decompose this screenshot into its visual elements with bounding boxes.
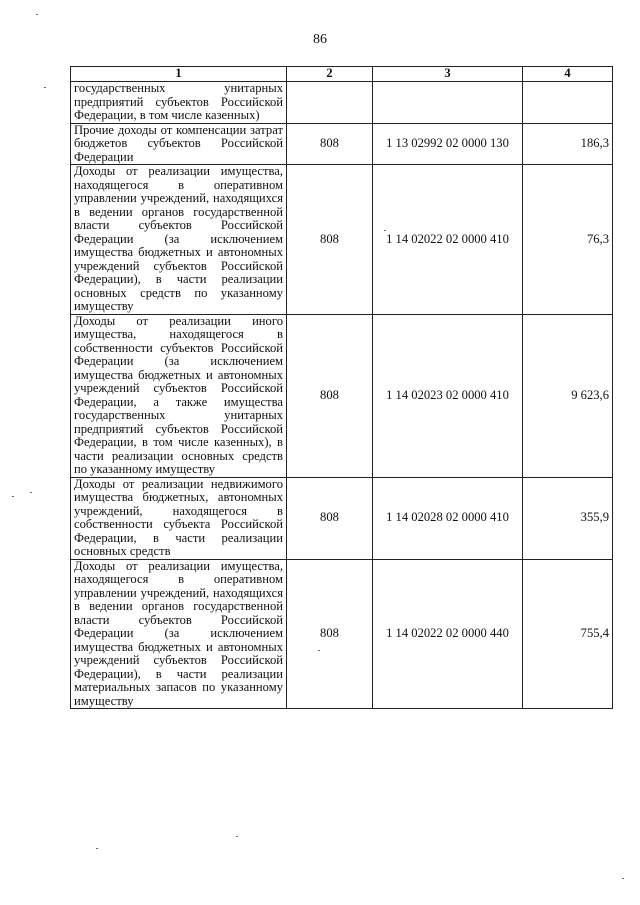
row-description: Доходы от реализации имущества, находящегося в оперативном управлении учреждений, находящихся в ведении органов государственной власти субъектов Российской Федерации (за исключением имущества бюджетных и автономных учреждений субъектов Российской Федерации), в части реализации основных средств по указанному имуществу [71,165,287,315]
row-description: Доходы от реализации имущества, находящегося в оперативном управлении учреждений, находящихся в ведении органов государственной власти субъектов Российской Федерации (за исключением имущества бюджетных и автономных учреждений субъектов Российской Федерации), в части реализации материальных запасов по указанному имуществу [71,559,287,709]
row-amount: 755,4 [523,559,613,709]
column-header-1: 1 [71,67,287,82]
row-admin-code: 808 [287,314,373,477]
row-admin-code: 808 [287,165,373,315]
row-amount: 9 623,6 [523,314,613,477]
row-description: Прочие доходы от компенсации затрат бюджетов субъектов Российской Федерации [71,123,287,165]
scan-speck [12,496,14,497]
scan-speck [622,878,624,879]
row-kbk: 1 14 02028 02 0000 410 [373,477,523,559]
scan-speck [384,230,386,231]
row-kbk [373,82,523,124]
row-amount: 355,9 [523,477,613,559]
table-row [71,82,613,124]
row-amount: 76,3 [523,165,613,315]
row-admin-code: 808 [287,559,373,709]
row-kbk: 1 14 02022 02 0000 440 [373,559,523,709]
scan-speck [36,14,38,15]
scan-speck [44,87,46,88]
scan-speck [30,492,32,493]
table-header-row [71,67,613,82]
row-description: государственных унитарных предприятий субъектов Российской Федерации, в том числе казенных) [71,82,287,124]
row-amount: 186,3 [523,123,613,165]
row-kbk: 1 14 02022 02 0000 410 [373,165,523,315]
table-row [71,314,613,477]
table-row [71,123,613,165]
scan-speck [318,650,320,651]
row-amount [523,82,613,124]
column-header-4: 4 [523,67,613,82]
table-row [71,165,613,315]
row-admin-code [287,82,373,124]
scan-speck [236,836,238,837]
row-kbk: 1 13 02992 02 0000 130 [373,123,523,165]
row-description: Доходы от реализации недвижимого имущества бюджетных, автономных учреждений, находящегося в собственности субъекта Российской Федерации, в части реализации основных средств [71,477,287,559]
table-row [71,477,613,559]
column-header-3: 3 [373,67,523,82]
table-row [71,559,613,709]
scan-speck [96,848,98,849]
revenue-table [70,66,613,709]
column-header-2: 2 [287,67,373,82]
row-admin-code: 808 [287,123,373,165]
row-admin-code: 808 [287,477,373,559]
page-number: 86 [313,32,327,47]
row-description: Доходы от реализации иного имущества, находящегося в собственности субъектов Российской Федерации (за исключением имущества бюджетных и автономных учреждений субъектов Российской Федерации, а также имущества государственных унитарных предприятий субъектов Российской Федерации, в том числе казенных), в части реализации основных средств по указанному имуществу [71,314,287,477]
row-kbk: 1 14 02023 02 0000 410 [373,314,523,477]
